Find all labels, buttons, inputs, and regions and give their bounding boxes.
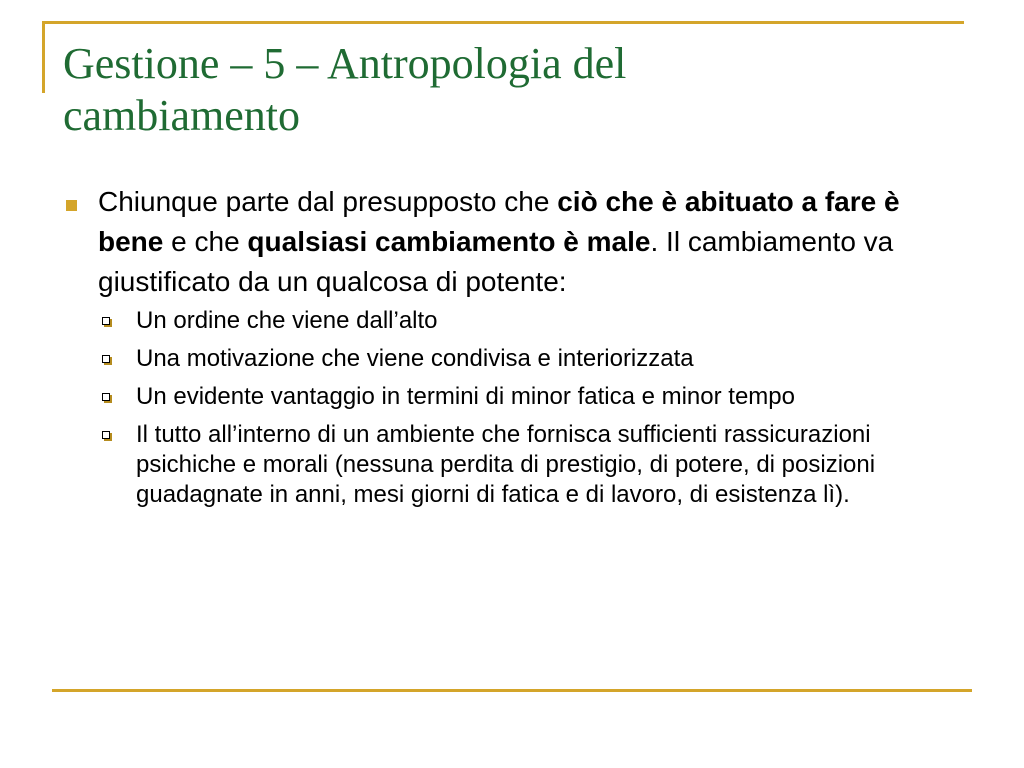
hollow-square-bullet-icon	[102, 317, 110, 325]
main-bullet-part-3: . Il cambiamento va giustificato da un qualcosa di potente:	[98, 226, 894, 297]
main-bullet-bold-1: ciò che è abituato a fare è bene	[98, 186, 900, 257]
slide-title-line-1: Gestione – 5 – Antropologia del	[63, 39, 627, 88]
main-bullet-part-2: e che	[163, 226, 248, 257]
sub-bullet-list	[98, 306, 940, 510]
main-bullet-text	[98, 186, 900, 297]
hollow-square-bullet-icon	[102, 393, 110, 401]
main-bullet-part-1: Chiunque parte dal presupposto che	[98, 186, 558, 217]
hollow-square-bullet-icon	[102, 431, 110, 439]
sub-bullet-item	[98, 420, 940, 510]
main-bullet	[60, 182, 940, 302]
bottom-rule	[52, 689, 972, 692]
sub-bullet-item	[98, 382, 940, 412]
sub-bullet-text: Una motivazione che viene condivisa e interiorizzata	[136, 345, 694, 372]
sub-bullet-text: Un evidente vantaggio in termini di minor fatica e minor tempo	[136, 383, 795, 410]
left-rule	[42, 21, 45, 93]
slide-content	[60, 182, 940, 518]
slide-title-line-2: cambiamento	[63, 91, 301, 140]
main-bullet-bold-2: qualsiasi cambiamento è male	[247, 226, 651, 257]
slide-title	[63, 38, 943, 142]
sub-bullet-item	[98, 306, 940, 336]
top-rule	[42, 21, 964, 24]
sub-bullet-text: Il tutto all’interno di un ambiente che fornisca sufficienti rassicurazioni psichiche e morali (nessuna perdita di prestigio, di potere, di posizioni guadagnate in anni, mesi giorni di fatica e di lavoro, di esistenza lì).	[136, 421, 876, 508]
sub-bullet-text: Un ordine che viene dall’alto	[136, 307, 438, 334]
hollow-square-bullet-icon	[102, 355, 110, 363]
sub-bullet-item	[98, 344, 940, 374]
square-bullet-icon	[66, 200, 77, 211]
